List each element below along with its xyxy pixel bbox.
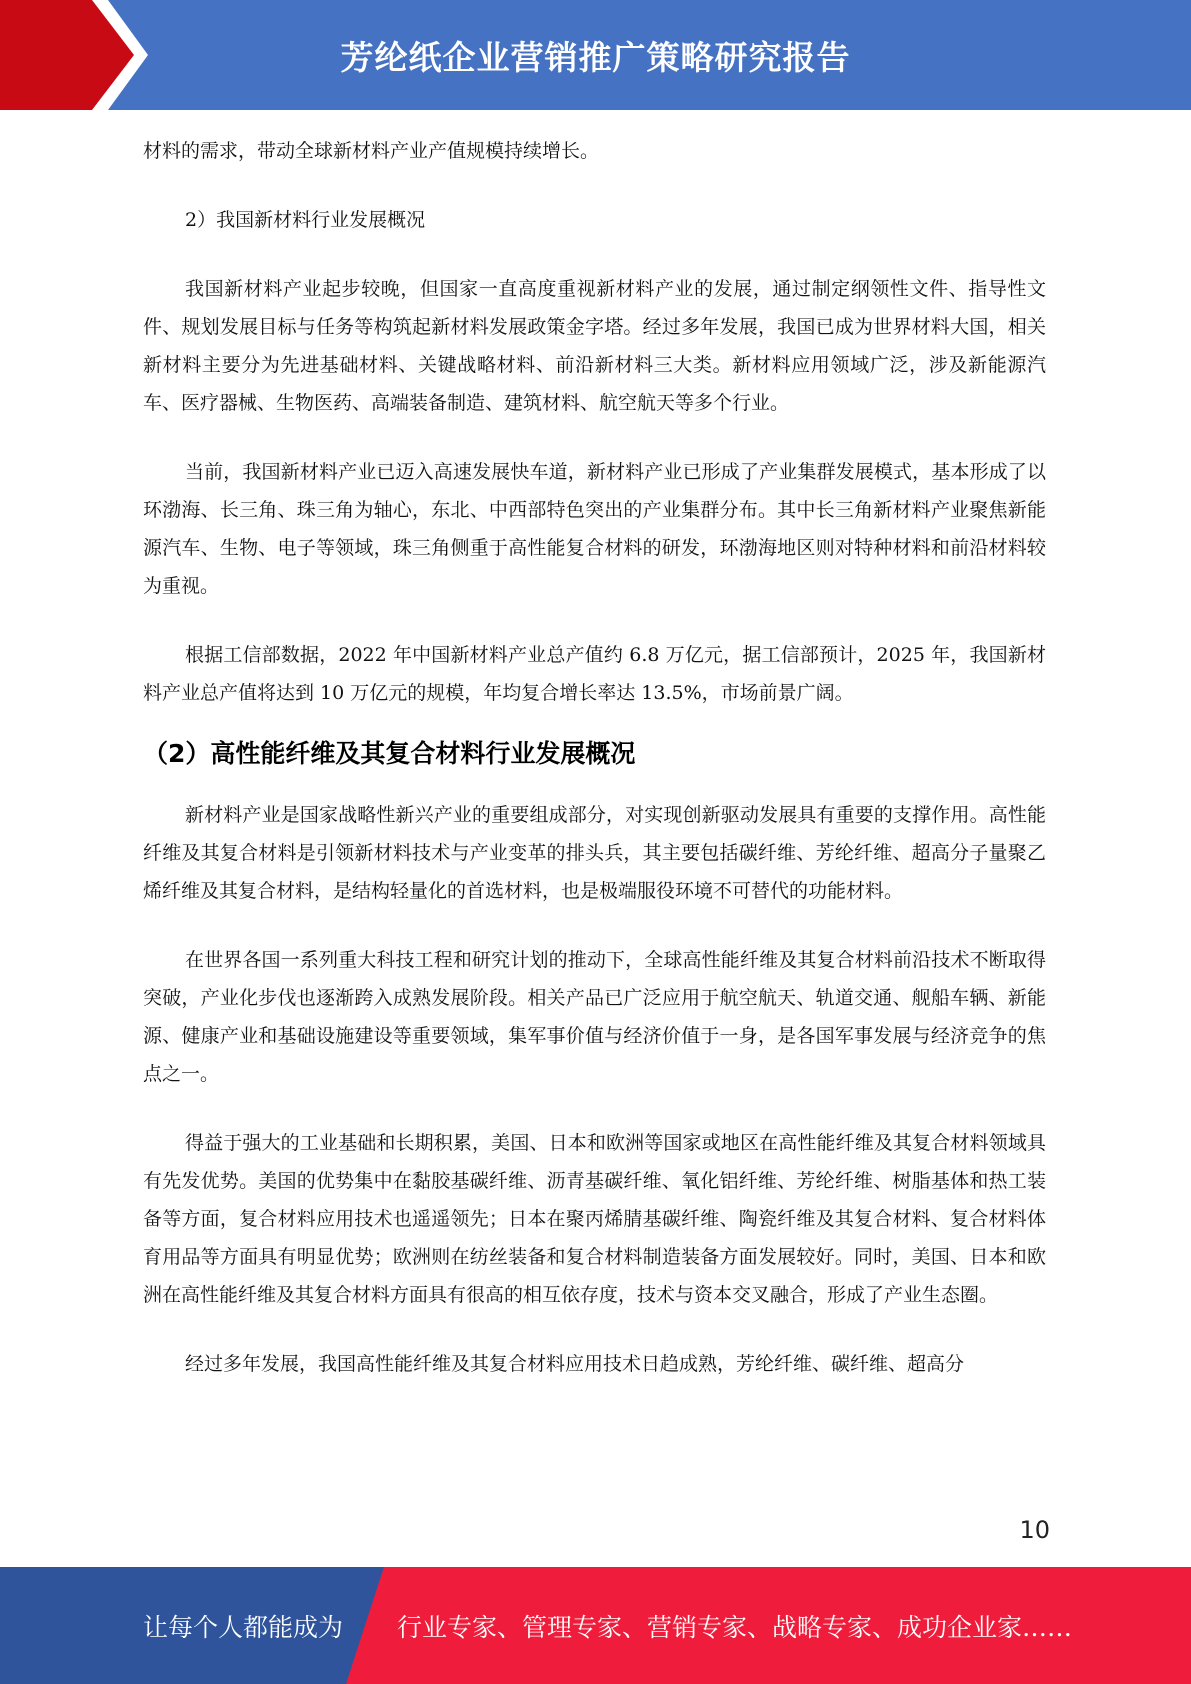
footer-slogan-left: 让每个人都能成为 xyxy=(143,1612,344,1642)
paragraph: 当前，我国新材料产业已迈入高速发展快车道，新材料产业已形成了产业集群发展模式，基本形成了以环渤海、长三角、珠三角为轴心，东北、中西部特色突出的产业集群分布。其中长三角新材料产业聚焦新能源汽车、生物、电子等领域，珠三角侧重于高性能复合材料的研发，环渤海地区则对特种材料和前沿材料较为重视。 xyxy=(143,461,1046,597)
footer-slogan-right: 行业专家、管理专家、营销专家、战略专家、成功企业家…… xyxy=(397,1612,1073,1642)
sub-heading: 2）我国新材料行业发展概况 xyxy=(185,209,426,231)
paragraph: 新材料产业是国家战略性新兴产业的重要组成部分，对实现创新驱动发展具有重要的支撑作用。高性能纤维及其复合材料是引领新材料技术与产业变革的排头兵，其主要包括碳纤维、芳纶纤维、超高分子量聚乙烯纤维及其复合材料，是结构轻量化的首选材料，也是极端服役环境不可替代的功能材料。 xyxy=(143,804,1046,902)
paragraph: 得益于强大的工业基础和长期积累，美国、日本和欧洲等国家或地区在高性能纤维及其复合材料领域具有先发优势。美国的优势集中在黏胶基碳纤维、沥青基碳纤维、氧化铝纤维、芳纶纤维、树脂基体和热工装备等方面，复合材料应用技术也遥遥领先；日本在聚丙烯腈基碳纤维、陶瓷纤维及其复合材料、复合材料体育用品等方面具有明显优势；欧洲则在纺丝装备和复合材料制造装备方面发展较好。同时，美国、日本和欧洲在高性能纤维及其复合材料方面具有很高的相互依存度，技术与资本交叉融合，形成了产业生态圈。 xyxy=(143,1132,1046,1306)
paragraph: 根据工信部数据，2022 年中国新材料产业总产值约 6.8 万亿元，据工信部预计，2025 年，我国新材料产业总产值将达到 10 万亿元的规模，年均复合增长率达 13.5%，市场前景广阔。 xyxy=(143,644,1046,704)
paragraph: 材料的需求，带动全球新材料产业产值规模持续增长。 xyxy=(143,140,600,162)
document-body xyxy=(143,132,1046,1383)
page-number: 10 xyxy=(1019,1516,1050,1544)
paragraph: 经过多年发展，我国高性能纤维及其复合材料应用技术日趋成熟，芳纶纤维、碳纤维、超高分 xyxy=(185,1353,965,1375)
section-heading: （2）高性能纤维及其复合材料行业发展概况 xyxy=(143,739,636,768)
paragraph: 在世界各国一系列重大科技工程和研究计划的推动下，全球高性能纤维及其复合材料前沿技术不断取得突破，产业化步伐也逐渐跨入成熟发展阶段。相关产品已广泛应用于航空航天、轨道交通、舰船车辆、新能源、健康产业和基础设施建设等重要领域，集军事价值与经济价值于一身，是各国军事发展与经济竞争的焦点之一。 xyxy=(143,949,1046,1085)
report-title: 芳纶纸企业营销推广策略研究报告 xyxy=(340,37,851,77)
page-header xyxy=(0,0,1191,110)
page-footer xyxy=(0,1567,1191,1684)
paragraph: 我国新材料产业起步较晚，但国家一直高度重视新材料产业的发展，通过制定纲领性文件、指导性文件、规划发展目标与任务等构筑起新材料发展政策金字塔。经过多年发展，我国已成为世界材料大国，相关新材料主要分为先进基础材料、关键战略材料、前沿新材料三大类。新材料应用领域广泛，涉及新能源汽车、医疗器械、生物医药、高端装备制造、建筑材料、航空航天等多个行业。 xyxy=(143,278,1046,414)
